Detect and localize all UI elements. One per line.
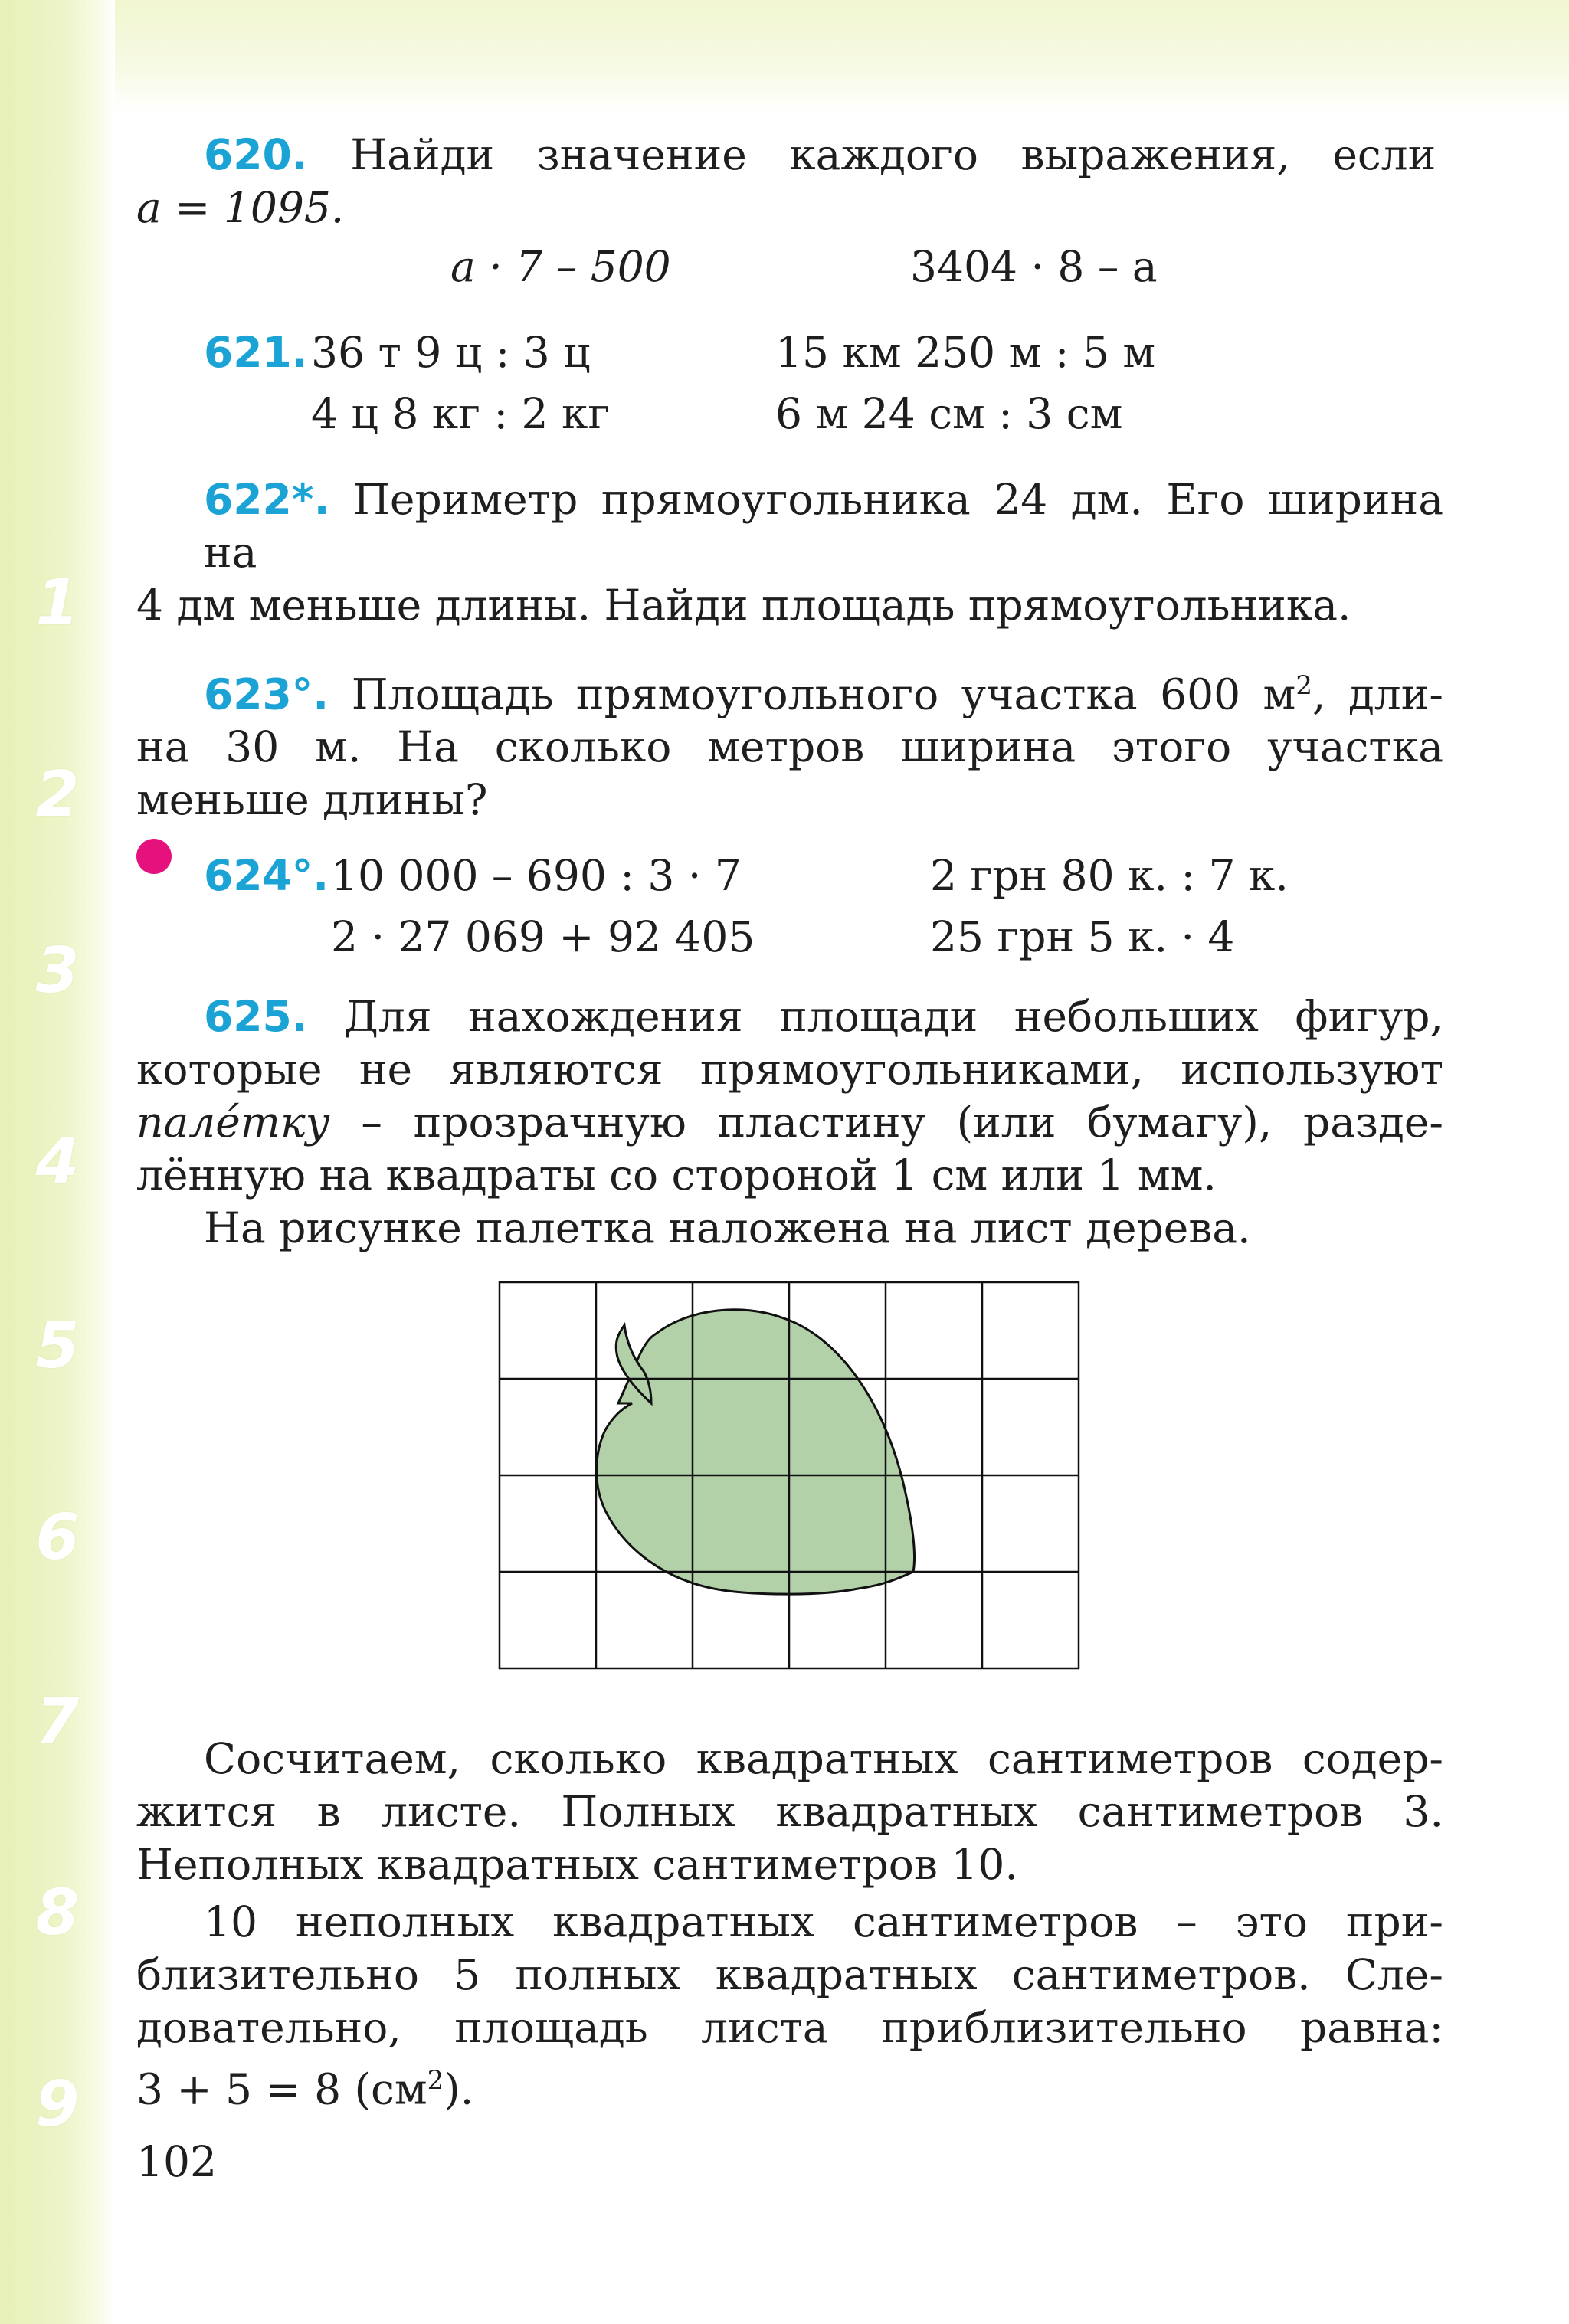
expression: 10 000 – 690 : 3 · 7 xyxy=(331,851,742,901)
expression: 25 грн 5 к. · 4 xyxy=(930,912,1235,962)
side-number-8: 8 xyxy=(35,1877,80,1949)
expression: 3404 · 8 – a xyxy=(910,242,1158,291)
task-625-line3 xyxy=(136,1096,1443,1149)
task-621-row2 xyxy=(136,388,1443,457)
formula-text: 3 + 5 = 8 (см xyxy=(136,2064,427,2114)
task-622-line1 xyxy=(136,473,1443,579)
task-625-line2: которые не являются прямоугольниками, используют xyxy=(136,1045,1443,1095)
page-content xyxy=(136,129,1443,1255)
formula-text: ). xyxy=(444,2064,474,2114)
task-620 xyxy=(136,129,1443,182)
task-number: 623°. xyxy=(204,669,329,719)
expression: 2 грн 80 к. : 7 к. xyxy=(930,851,1289,901)
side-number-9: 9 xyxy=(35,2068,80,2141)
solution-p1-line2: жится в листе. Полных квадратных сантиметров 3. xyxy=(136,1787,1443,1836)
task-text: Периметр прямоугольника 24 дм. Его ширина на xyxy=(204,475,1443,577)
task-text: Для нахождения площади небольших фигур, xyxy=(344,992,1443,1042)
task-622-line2: 4 дм меньше длины. Найди площадь прямоугольника. xyxy=(136,581,1351,630)
task-624-row2 xyxy=(136,911,1443,980)
solution-p2-line2: близительно 5 полных квадратных сантиметров. Сле- xyxy=(136,1950,1443,1999)
variable-value: a = 1095. xyxy=(136,183,345,232)
solution-p1-line3: Неполных квадратных сантиметров 10. xyxy=(136,1840,1018,1889)
leaf-shape xyxy=(597,1310,915,1594)
expression: 15 км 250 м : 5 м xyxy=(775,328,1156,377)
task-620-line1 xyxy=(136,129,1443,182)
expression: a · 7 – 500 xyxy=(450,242,671,291)
side-number-6: 6 xyxy=(35,1501,80,1574)
task-623-line2: на 30 м. На сколько метров ширина этого участка xyxy=(136,722,1443,772)
palette-grid-svg xyxy=(498,1281,1080,1670)
task-number: 624°. xyxy=(204,851,329,901)
task-623-line1 xyxy=(136,660,1443,721)
side-number-3: 3 xyxy=(35,935,80,1007)
expression: 2 · 27 069 + 92 405 xyxy=(331,912,755,962)
side-number-4: 4 xyxy=(35,1126,80,1199)
task-number: 620. xyxy=(204,130,308,179)
task-number: 621. xyxy=(204,328,308,377)
task-625-line1 xyxy=(136,990,1443,1043)
side-number-5: 5 xyxy=(35,1310,80,1383)
task-625-line5: На рисунке палетка наложена на лист дерева. xyxy=(204,1203,1251,1253)
top-decor-band xyxy=(0,0,1569,115)
solution-p2-line3: довательно, площадь листа приблизительно равна: xyxy=(136,2003,1443,2052)
task-625-line4: лённую на квадраты со стороной 1 см или 1 мм. xyxy=(136,1151,1217,1200)
solution-text xyxy=(136,1733,1443,2116)
task-623-line3: меньше длины? xyxy=(136,775,488,825)
task-625 xyxy=(136,990,1443,1255)
expression: 36 т 9 ц : 3 ц xyxy=(311,328,591,377)
side-number-7: 7 xyxy=(35,1685,80,1758)
superscript: 2 xyxy=(427,2065,444,2096)
side-number-2: 2 xyxy=(35,758,80,831)
task-text: Площадь прямоугольного участка 600 м xyxy=(351,669,1296,719)
task-number: 625. xyxy=(204,992,308,1042)
task-text: – прозрачную пластину (или бумагу), разде- xyxy=(329,1098,1443,1147)
task-text: Найди значение каждого выражения, если xyxy=(350,130,1436,179)
solution-p2-line1: 10 неполных квадратных сантиметров – это при- xyxy=(204,1897,1443,1946)
term: пале́тку xyxy=(136,1098,330,1147)
task-number: 622*. xyxy=(204,475,330,524)
expression: 6 м 24 см : 3 см xyxy=(775,389,1123,438)
task-624-row1 xyxy=(136,849,1443,911)
page-number: 102 xyxy=(136,2137,217,2186)
task-622 xyxy=(136,473,1443,632)
task-623 xyxy=(136,660,1443,826)
solution-p2-line4 xyxy=(136,2054,1443,2116)
task-text: , дли- xyxy=(1312,669,1443,719)
superscript: 2 xyxy=(1295,670,1312,701)
grid-lines xyxy=(500,1282,1079,1668)
expression: 4 ц 8 кг : 2 кг xyxy=(311,389,611,438)
solution-p1-line1: Сосчитаем, сколько квадратных сантиметров содер- xyxy=(204,1734,1443,1783)
task-620-line2 xyxy=(136,182,1443,234)
task-620-expressions xyxy=(136,241,1443,309)
task-621-row1 xyxy=(136,326,1443,388)
side-number-1: 1 xyxy=(35,567,80,640)
palette-figure xyxy=(498,1281,1080,1670)
